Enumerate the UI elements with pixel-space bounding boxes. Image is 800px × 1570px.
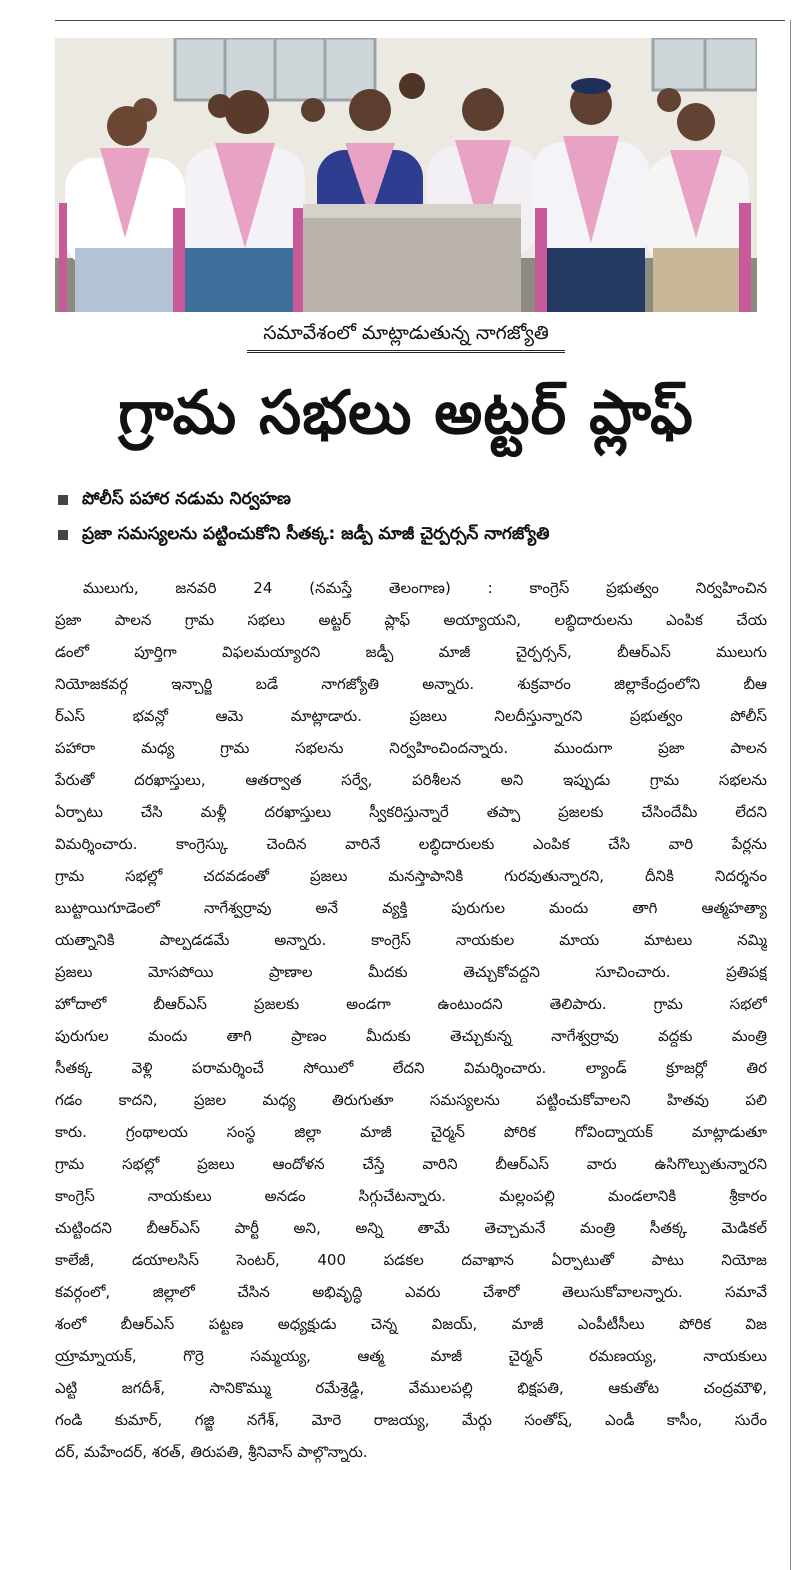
article-body (55, 572, 767, 1468)
sub-headline-text: ప్రజా సమస్యలను పట్టించుకోని సీతక్క: జడ్పీ మాజీ చైర్పర్సన్ నాగజ్యోతి (82, 524, 550, 544)
article-line: పురుగుల మందు తాగి ప్రాణం మీదుకు తెచ్చుకున్న నాగేశ్వర్రావు వద్దకు మంత్రి (55, 1027, 767, 1045)
article-line: ములుగు, జనవరి 24 (నమస్తే తెలంగాణ) : కాంగ్రెస్ ప్రభుత్వం నిర్వహించిన (83, 579, 767, 597)
article-line: కారు. గ్రంథాలయ సంస్థ జిల్లా మాజీ చైర్మన్ పోరిక గోవింద్నాయక్ మాట్లాడుతూ (55, 1123, 767, 1141)
article-line: దర్, మహేందర్, శరత్, తిరుపతి, శ్రీనివాస్ పాల్గొన్నారు. (55, 1443, 368, 1461)
news-photo (55, 38, 757, 312)
column-divider (790, 20, 791, 1570)
article-line: విమర్శించారు. కాంగ్రెస్కు చెందిన వారినే లబ్ధిదారులకు ఎంపిక చేసి వారి పేర్లను (55, 835, 767, 853)
article-line: గ్రామ సభల్లో ప్రజలు ఆందోళన చేస్తే వారిని బీఆర్ఎస్ వారు ఉసిగొల్పుతున్నారని (55, 1155, 767, 1173)
article-line: పేరుతో దరఖాస్తులు, ఆతర్వాత సర్వే, పరిశీలన అని ఇప్పుడు గ్రామ సభలను (55, 771, 767, 789)
article-line: పహారా మధ్య గ్రామ సభలను నిర్వహించిందన్నారు. ముందుగా ప్రజా పాలన (55, 739, 767, 757)
article-line: ఎట్టి జగదీశ్, సానికొమ్ము రమేశ్రెడ్డి, వేములపల్లి భిక్షపతి, ఆకుతోట చంద్రమౌళి, (55, 1379, 767, 1397)
article-line: నియోజకవర్గ ఇన్చార్జి బడే నాగజ్యోతి అన్నారు. శుక్రవారం జిల్లాకేంద్రంలోని బీఆ (55, 675, 767, 693)
bullet-square-icon (58, 495, 68, 505)
article-line: గండి కుమార్, గజ్జి నగేశ్, మోరె రాజయ్య, మేర్గు సంతోష్, ఎండీ కాసీం, సురేం (55, 1411, 767, 1429)
article-line: గ్రామ సభల్లో చదవడంతో ప్రజలు మనస్తాపానికి గురవుతున్నారని, దీనికి నిదర్శనం (55, 867, 767, 885)
article-line: యత్నానికి పాల్పడడమే అన్నారు. కాంగ్రెస్ నాయకుల మాయ మాటలు నమ్మి (55, 931, 767, 949)
article-line: డంలో పూర్తిగా విఫలమయ్యారని జడ్పీ మాజీ చైర్పర్సన్, బీఆర్ఎస్ ములుగు (55, 643, 767, 661)
article-line: గడం కాదని, ప్రజల మధ్య తిరుగుతూ సమస్యలను పట్టించుకోవాలని హితవు పలి (55, 1091, 767, 1109)
article-line: ఏర్పాటు చేసి మళ్లీ దరఖాస్తులు స్వీకరిస్తున్నారే తప్పా ప్రజలకు చేసిందేమీ లేదని (55, 803, 767, 821)
sub-headline-item (55, 517, 765, 552)
article-line: సీతక్క వెళ్లి పరామర్శించే సోయిలో లేదని విమర్శించారు. ల్యాండ్ క్రూజర్లో తిర (55, 1059, 767, 1077)
group-photo-icon (55, 38, 757, 312)
article-line: ప్రజలు మోసపోయి ప్రాణాల మీదకు తెచ్చుకోవద్దని సూచించారు. ప్రతిపక్ష (55, 963, 767, 981)
article-line: ప్రజా పాలన గ్రామ సభలు అట్టర్ ప్లాఫ్ అయ్యాయని, లబ్ధిదారులను ఎంపిక చేయ (55, 611, 767, 629)
sub-headline-list (55, 482, 765, 552)
article-line: య్రామ్నాయక్, గొర్రె సమ్మయ్య, ఆత్మ మాజీ చైర్మన్ రమణయ్య, నాయకులు (55, 1347, 767, 1365)
article-line: కాంగ్రెస్ నాయకులు అనడం సిగ్గుచేటన్నారు. మల్లంపల్లి మండలానికి శ్రీకారం (55, 1187, 767, 1205)
top-divider (55, 20, 785, 21)
headline: గ్రామ సభలు అట్టర్ ప్లాఫ్ (118, 378, 694, 448)
article-line: హోదాలో బీఆర్ఎస్ ప్రజలకు అండగా ఉంటుందని తెలిపారు. గ్రామ సభలో (55, 995, 767, 1013)
bullet-square-icon (58, 530, 68, 540)
article-line: కవర్గంలో, జిల్లాలో చేసిన అభివృద్ధి ఎవరు చేశారో తెలుసుకోవాలన్నారు. సమావే (55, 1283, 767, 1301)
article-line: ర్ఎస్ భవన్లో ఆమె మాట్లాడారు. ప్రజలు నిలదీస్తున్నారని ప్రభుత్వం పోలీస్ (55, 707, 767, 725)
photo-caption-text: సమావేశంలో మాట్లాడుతున్న నాగజ్యోతి (247, 318, 565, 353)
sub-headline-item (55, 482, 765, 517)
photo-caption (55, 318, 757, 353)
article-line: శంలో బీఆర్ఎస్ పట్టణ అధ్యక్షుడు చెన్న విజయ్, మాజీ ఎంపీటీసీలు పోరిక విజ (55, 1315, 767, 1333)
article-line: చుట్టిందని బీఆర్ఎస్ పార్టీ అని, అన్ని తామే తెచ్చామనే మంత్రి సీతక్క మెడికల్ (55, 1219, 767, 1237)
sub-headline-text: పోలీస్ పహార నడుమ నిర్వహణ (82, 489, 291, 509)
article-line: కాలేజీ, డయాలసిస్ సెంటర్, 400 పడకల దవాఖాన ఏర్పాటుతో పాటు నియోజ (55, 1251, 767, 1269)
article-line: బుట్టాయిగూడెంలో నాగేశ్వర్రావు అనే వ్యక్తి పురుగుల మందు తాగి ఆత్మహత్యా (55, 899, 767, 917)
